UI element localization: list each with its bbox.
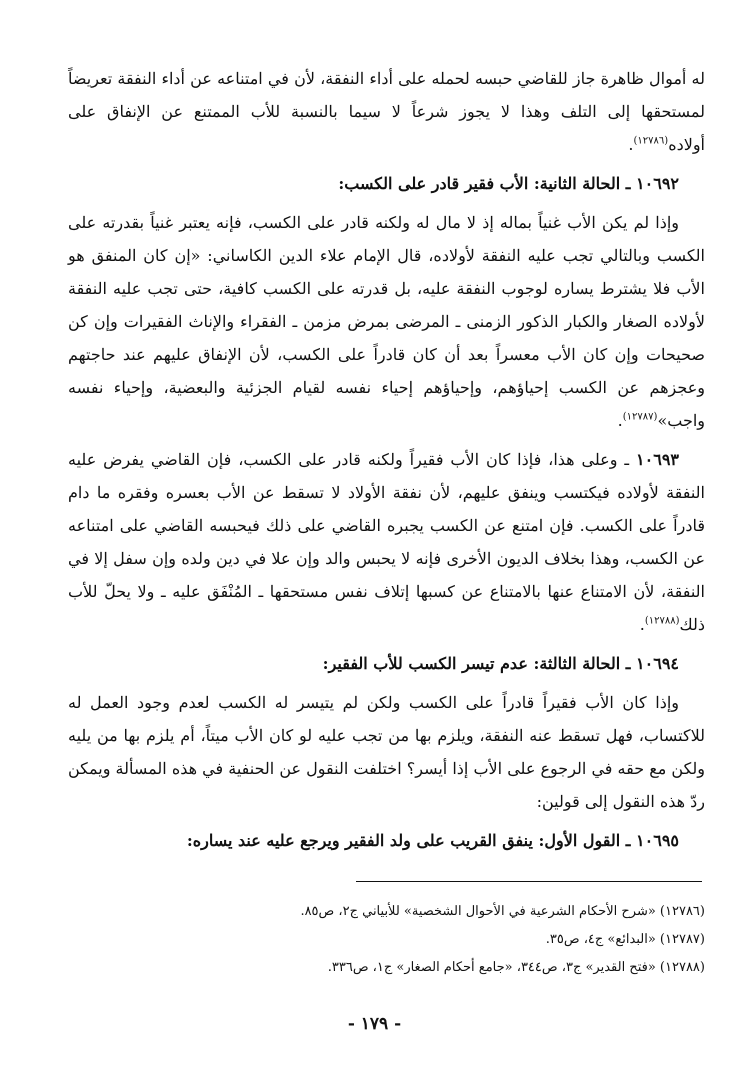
paragraph-text: له أموال ظاهرة جاز للقاضي حبسه لحمله على أداء النفقة، لأن في امتناعه عن أداء النفقة تعريضاً لمستحقها إلى التلف وهذا لا يجوز شرعاً لا سيما بالنسبة للأب الممتنع عن الإنفاق على أولاده <box>68 69 705 154</box>
main-text <box>68 62 705 863</box>
paragraph-text: وإذا لم يكن الأب غنياً بماله إذ لا مال له ولكنه قادر على الكسب، فإنه يعتبر غنياً بقدرته على الكسب وبالتالي تجب عليه النفقة لأولاده، قال الإمام علاء الدين الكاساني: «إن كان المنفق هو الأب فلا يشترط يساره لوجوب النفقة عليه، بل قدرته على الكسب كافية، حتى تجب عليه النفقة لأولاده الصغار والكبار الذكور الزمنى ـ المرضى بمرض مزمن ـ الفقراء والإناث الفقيرات وإن كن صحيحات وإن كان الأب معسراً بعد أن كان قادراً على الكسب، لأن الإنفاق عليهم عند حاجتهم وعجزهم عن الكسب إحياؤهم، وإحياؤهم إحياء نفسه لقيام الجزئية والبعضية، وإحياء نفسه واجب» <box>68 213 706 430</box>
footnote-separator <box>356 881 702 882</box>
footnote: (١٢٧٨٨) «فتح القدير» ج٣، ص٣٤٤، «جامع أحكام الصغار» ج١، ص٣٣٦. <box>327 960 705 975</box>
heading-text: ـ القول الأول: ينفق القريب على ولد الفقير ويرجع عليه عند يساره: <box>186 831 631 850</box>
sentence-end: . <box>639 615 645 634</box>
footnote: (١٢٧٨٧) «البدائع» ج٤، ص٣٥. <box>545 932 705 947</box>
sentence-end: . <box>617 411 623 430</box>
section-number: ١٠٦٩٢ <box>636 174 679 193</box>
sentence-end: . <box>628 135 634 154</box>
section-number: ١٠٦٩٤ <box>636 654 679 673</box>
section-heading <box>68 824 705 857</box>
footnotes <box>68 898 705 982</box>
page-number: - ١٧٩ - <box>347 1014 402 1034</box>
footnote-reference: (١٢٧٨٧) <box>622 411 658 423</box>
heading-text: ـ الحالة الثانية: الأب فقير قادر على الكسب: <box>338 174 631 193</box>
numbered-paragraph <box>68 443 705 641</box>
footnote-reference: (١٢٧٨٦) <box>633 135 669 147</box>
section-number: ١٠٦٩٣ <box>636 450 679 469</box>
section-heading <box>68 167 705 200</box>
paragraph-continuation <box>68 62 705 161</box>
paragraph <box>68 206 705 437</box>
paragraph-text: ـ وعلى هذا، فإذا كان الأب فقيراً ولكنه قادر على الكسب، فإن القاضي يفرض عليه النفقة لأولاده فيكتسب وينفق عليهم، لأن نفقة الأولاد لا تسقط عن الأب بعسره وفقره ما دام قادراً على الكسب. فإن امتنع عن الكسب يجبره القاضي على ذلك فيحبسه القاضي على امتناعه عن الكسب، وهذا بخلاف الديون الأخرى فإنه لا يحبس والد وإن علا في دين ولده وإن سفل إلا في النفقة، لأن الامتناع عنها بالامتناع عن كسبها إتلاف نفس مستحقها ـ المُنْفَق عليه ـ ولا يحلّ للأب ذلك <box>68 450 705 634</box>
footnote-reference: (١٢٧٨٨) <box>644 615 680 627</box>
heading-text: ـ الحالة الثالثة: عدم تيسر الكسب للأب الفقير: <box>322 654 631 673</box>
section-number: ١٠٦٩٥ <box>636 831 679 850</box>
paragraph <box>68 686 705 818</box>
section-heading <box>68 647 705 680</box>
footnote: (١٢٧٨٦) «شرح الأحكام الشرعية في الأحوال الشخصية» للأبياني ج٢، ص٨٥. <box>300 904 705 919</box>
paragraph-text: وإذا كان الأب فقيراً قادراً على الكسب ولكن لم يتيسر له الكسب لعدم وجود العمل له للاكتساب، فهل تسقط عنه النفقة، ويلزم بها من تجب عليه لو كان الأب ميتاً، أم يلزم بها من يليه ولكن مع حقه في الرجوع على الأب إذا أيسر؟ اختلفت النقول عن الحنفية في هذه المسألة ويمكن ردّ هذه النقول إلى قولين: <box>68 693 705 811</box>
